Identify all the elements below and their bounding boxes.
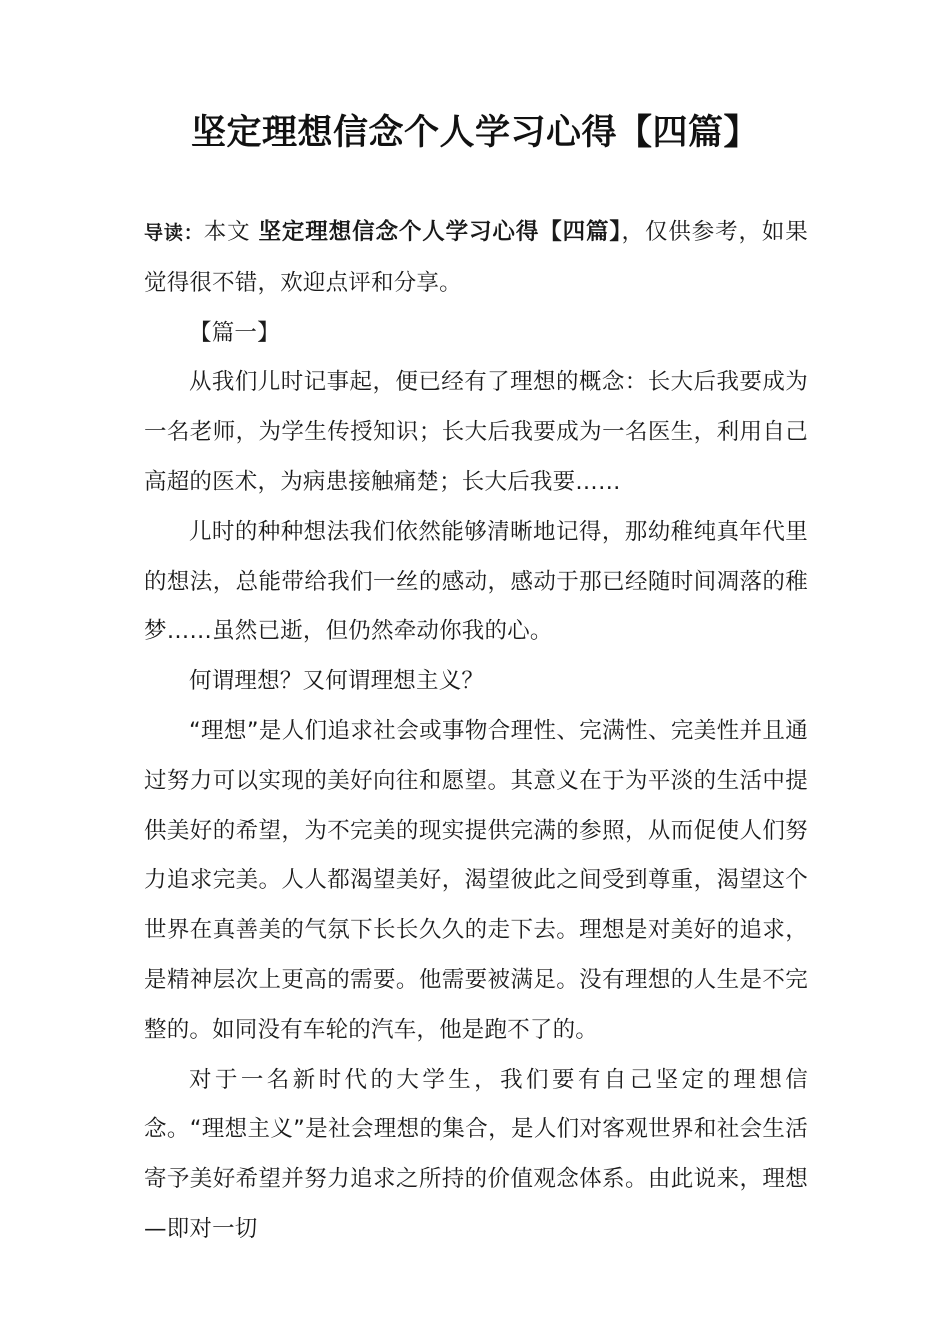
intro-prefix: 本文 bbox=[203, 219, 259, 245]
paragraph: 何谓理想？又何谓理想主义？ bbox=[189, 668, 485, 695]
intro-label: 导读： bbox=[144, 222, 204, 244]
document-title: 坚定理想信念个人学习心得【四篇】 bbox=[190, 113, 759, 153]
section-heading: 【篇一】 bbox=[189, 319, 280, 346]
intro-bold-title: 坚定理想信念个人学习心得【四篇】 bbox=[258, 219, 622, 245]
paragraph: 儿时的种种想法我们依然能够清晰地记得，那幼稚纯真年代里的想法，总能带给我们一丝的感动，感动于那已经随时间凋落的稚梦……虽然已逝，但仍然牵动你我的心。 bbox=[144, 518, 808, 645]
paragraph: “理想”是人们追求社会或事物合理性、完满性、完美性并且通过努力可以实现的美好向往和愿望。其意义在于为平淡的生活中提供美好的希望，为不完美的现实提供完满的参照，从而促使人们努力追求完美。人人都渴望美好，渴望彼此之间受到尊重，渴望这个世界在真善美的气氛下长长久久的走下去。理想是对美好的追求，是精神层次上更高的需要。他需要被满足。没有理想的人生是不完整的。如同没有车轮的汽车，他是跑不了的。 bbox=[144, 717, 808, 1043]
paragraph: 从我们儿时记事起，便已经有了理想的概念：长大后我要成为一名老师，为学生传授知识；长大后我要成为一名医生，利用自己高超的医术，为病患接触痛楚；长大后我要…… bbox=[144, 369, 808, 495]
intro-paragraph bbox=[144, 208, 808, 309]
intro-suffix: ，仅供参考，如果觉得很不错，欢迎点评和分享。 bbox=[144, 219, 808, 296]
document-body bbox=[144, 208, 808, 1255]
paragraph: 对于一名新时代的大学生，我们要有自己坚定的理想信念。“理想主义”是社会理想的集合，是人们对客观世界和社会生活寄予美好希望并努力追求之所持的价值观念体系。由此说来，理想—即对一切 bbox=[144, 1066, 808, 1242]
